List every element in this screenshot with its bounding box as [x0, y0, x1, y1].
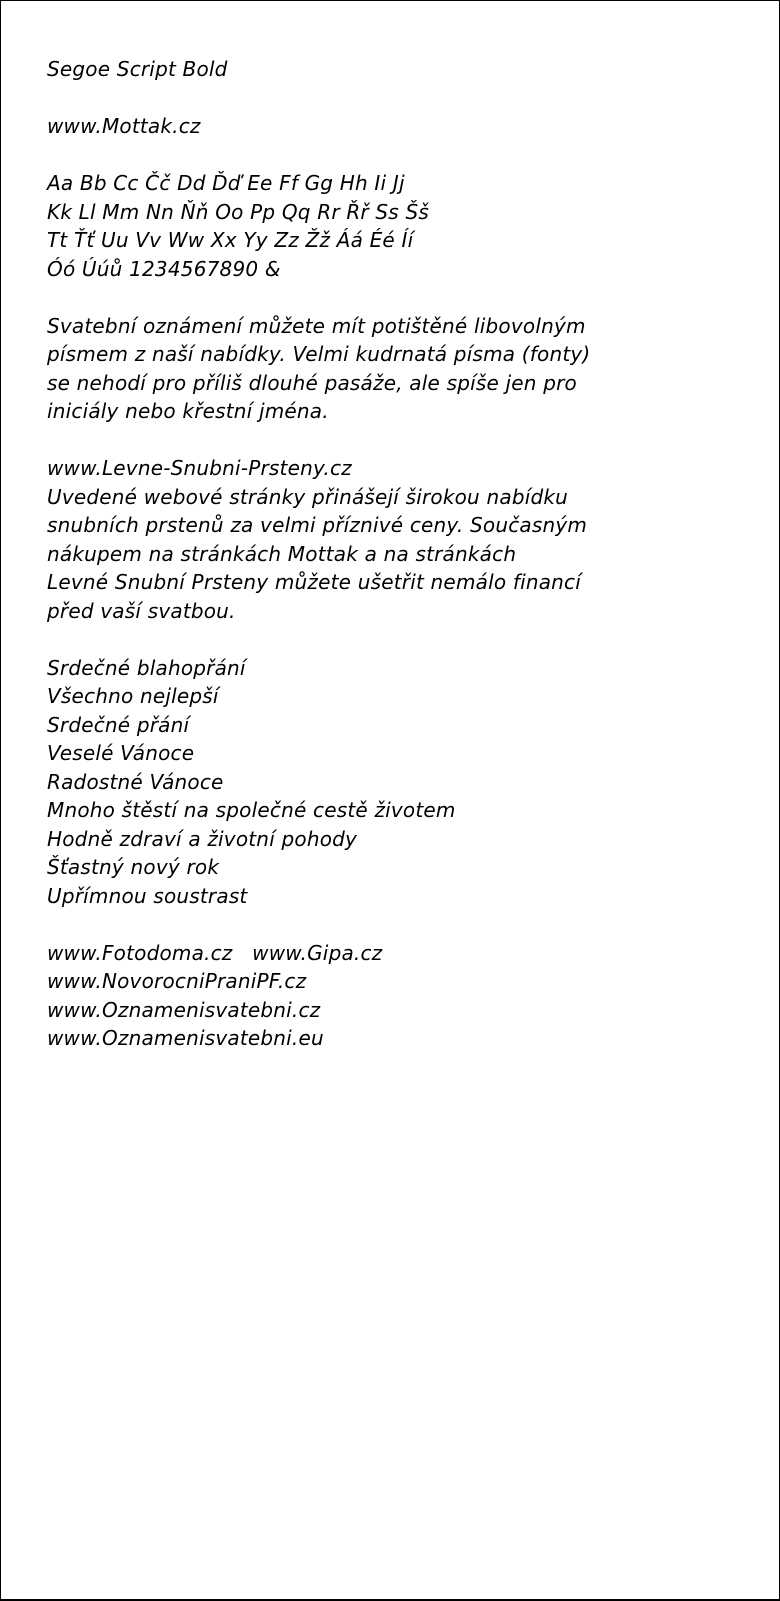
- paragraph-line: Levné Snubní Prsteny můžete ušetřit nemálo financí: [47, 570, 581, 594]
- site-link: www.Oznamenisvatebni.cz: [47, 997, 321, 1022]
- alphabet-line: Kk Ll Mm Nn Ňň Oo Pp Qq Rr Řř Ss Šš: [47, 199, 429, 224]
- paragraph-line: písmem z naší nabídky. Velmi kudrnatá písma (fonty): [47, 342, 591, 366]
- font-title: Segoe Script Bold: [47, 57, 228, 81]
- greeting-item: Mnoho štěstí na společné cestě životem: [47, 798, 456, 822]
- spacer: [47, 283, 767, 312]
- greeting-item: Hodně zdraví a životní pohody: [47, 826, 358, 851]
- spacer: [47, 625, 767, 654]
- paragraph-line: snubních prstenů za velmi příznivé ceny. Současným: [47, 513, 588, 537]
- alphabet-line: Tt Ťť Uu Vv Ww Xx Yy Zz Žž Áá Éé Íí: [47, 228, 414, 252]
- paragraph-line: Uvedené webové stránky přinášejí širokou nabídku: [47, 484, 569, 509]
- alphabet-sample: [47, 169, 767, 283]
- greetings-list: [47, 654, 767, 911]
- greeting-item: Veselé Vánoce: [47, 741, 195, 765]
- greeting-item: Upřímnou soustrast: [47, 883, 248, 908]
- paragraph-line: nákupem na stránkách Mottak a na stránkách: [47, 541, 517, 566]
- greeting-item: Srdečné blahopřání: [47, 655, 246, 680]
- links-list: [47, 939, 767, 1053]
- site-link-mottak: www.Mottak.cz: [47, 114, 201, 138]
- site-link: www.Fotodoma.cz www.Gipa.cz: [47, 940, 383, 965]
- alphabet-line: Aa Bb Cc Čč Dd Ďď Ee Ff Gg Hh Ii Jj: [47, 171, 405, 195]
- alphabet-line: Óó Úúů 1234567890 &: [47, 256, 281, 281]
- spacer: [47, 910, 767, 939]
- paragraph-line: před vaší svatbou.: [47, 598, 236, 623]
- site-link: www.Oznamenisvatebni.eu: [47, 1026, 324, 1050]
- greeting-item: Všechno nejlepší: [47, 684, 219, 708]
- paragraph-line: iniciály nebo křestní jména.: [47, 399, 329, 423]
- paragraph-line: se nehodí pro příliš dlouhé pasáže, ale spíše jen pro: [47, 370, 577, 395]
- spacer: [47, 84, 767, 113]
- intro-paragraph: [47, 312, 767, 426]
- spacer: [47, 141, 767, 170]
- greeting-item: Šťastný nový rok: [47, 855, 220, 879]
- site-link: www.NovorocniPraniPF.cz: [47, 969, 307, 993]
- page-content: [47, 55, 767, 1053]
- site-link-rings: www.Levne-Snubni-Prsteny.cz: [47, 456, 352, 480]
- greeting-item: Srdečné přání: [47, 712, 190, 737]
- spacer: [47, 426, 767, 455]
- paragraph-line: Svatební oznámení můžete mít potištěné libovolným: [47, 313, 586, 338]
- rings-section: [47, 454, 767, 625]
- greeting-item: Radostné Vánoce: [47, 769, 224, 794]
